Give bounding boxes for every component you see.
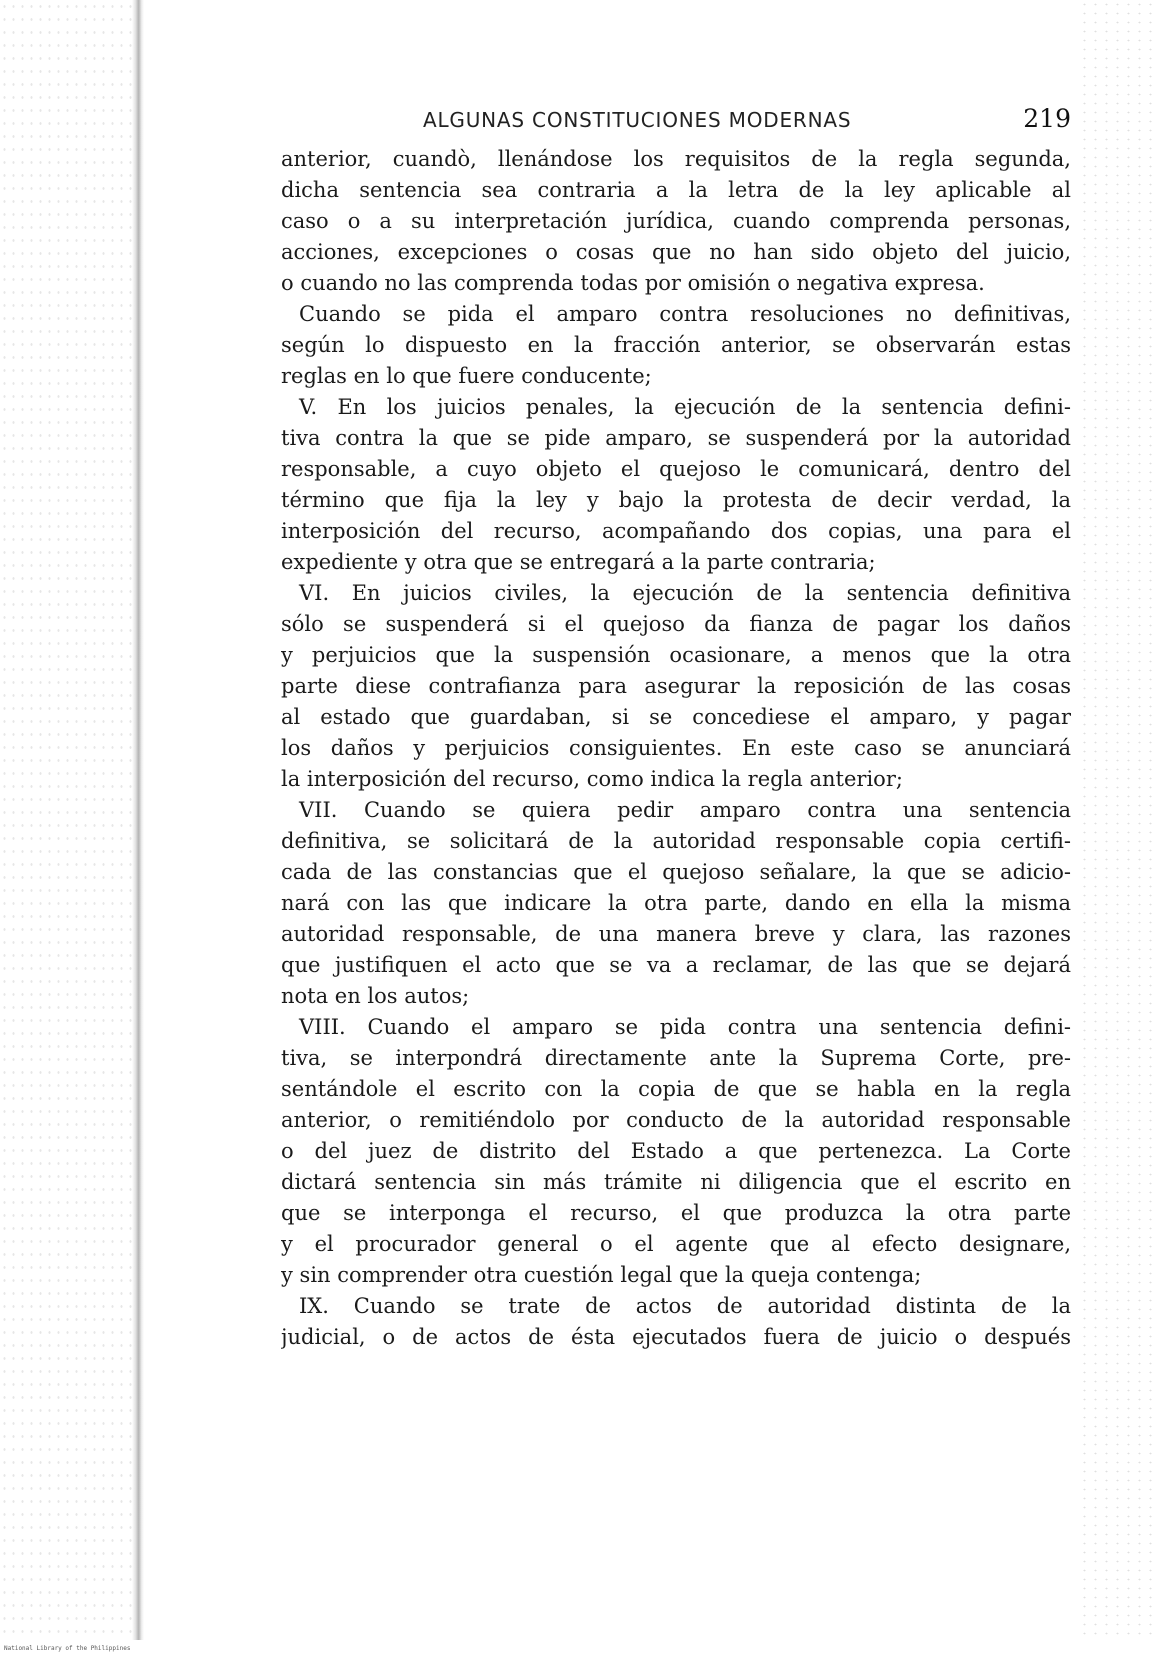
text-line: interposición del recurso, acompañando dos copias, una para el [281, 519, 1071, 543]
text-line: que se interponga el recurso, el que produzca la otra parte [281, 1201, 1071, 1225]
text-line: sólo se suspenderá si el quejoso da fianza de pagar los daños [281, 612, 1071, 636]
text-line: VIII. Cuando el amparo se pida contra una sentencia defini- [299, 1015, 1071, 1039]
text-line: responsable, a cuyo objeto el quejoso le comunicará, dentro del [281, 457, 1071, 481]
text-line: judicial, o de actos de ésta ejecutados fuera de juicio o después [281, 1325, 1071, 1349]
text-line: dicha sentencia sea contraria a la letra de la ley aplicable al [281, 178, 1071, 202]
text-line: al estado que guardaban, si se concediese el amparo, y pagar [281, 705, 1071, 729]
text-line: y sin comprender otra cuestión legal que la queja contenga; [281, 1263, 922, 1287]
text-line: cada de las constancias que el quejoso señalare, la que se adicio- [281, 860, 1071, 884]
scan-margin-right [1079, 0, 1159, 1640]
text-line: parte diese contrafianza para asegurar la reposición de las cosas [281, 674, 1071, 698]
page-header [281, 100, 1071, 144]
text-line: acciones, excepciones o cosas que no han sido objeto del juicio, [281, 240, 1071, 264]
text-line: anterior, o remitiéndolo por conducto de la autoridad responsable [281, 1108, 1071, 1132]
text-line: VII. Cuando se quiera pedir amparo contra una sentencia [299, 798, 1071, 822]
text-line: nota en los autos; [281, 984, 470, 1008]
page-number: 219 [1023, 104, 1071, 133]
text-line: VI. En juicios civiles, la ejecución de la sentencia definitiva [299, 581, 1071, 605]
text-line: IX. Cuando se trate de actos de autoridad distinta de la [299, 1294, 1071, 1318]
text-line: sentándole el escrito con la copia de que se habla en la regla [281, 1077, 1071, 1101]
text-line: tiva contra la que se pide amparo, se suspenderá por la autoridad [281, 426, 1071, 450]
text-line: V. En los juicios penales, la ejecución de la sentencia defini- [299, 395, 1071, 419]
text-line: caso o a su interpretación jurídica, cuando comprenda personas, [281, 209, 1071, 233]
text-line: reglas en lo que fuere conducente; [281, 364, 652, 388]
text-line: nará con las que indicare la otra parte, dando en ella la misma [281, 891, 1071, 915]
text-line: término que fija la ley y bajo la protesta de decir verdad, la [281, 488, 1071, 512]
text-line: que justifiquen el acto que se va a reclamar, de las que se dejará [281, 953, 1071, 977]
text-line: y perjuicios que la suspensión ocasionare, a menos que la otra [281, 643, 1071, 667]
text-line: anterior, cuandò, llenándose los requisitos de la regla segunda, [281, 147, 1071, 171]
text-line: y el procurador general o el agente que al efecto designare, [281, 1232, 1071, 1256]
text-line: o cuando no las comprenda todas por omisión o negativa expresa. [281, 271, 985, 295]
text-line: tiva, se interpondrá directamente ante la Suprema Corte, pre- [281, 1046, 1071, 1070]
library-stamp: National Library of the Philippines [4, 1645, 131, 1652]
text-line: definitiva, se solicitará de la autoridad responsable copia certifi- [281, 829, 1071, 853]
scan-margin-left [0, 0, 132, 1640]
text-line: la interposición del recurso, como indica la regla anterior; [281, 767, 903, 791]
book-page [281, 100, 1071, 1353]
text-line: expediente y otra que se entregará a la parte contraria; [281, 550, 876, 574]
text-line: según lo dispuesto en la fracción anterior, se observarán estas [281, 333, 1071, 357]
text-line: autoridad responsable, de una manera breve y clara, las razones [281, 922, 1071, 946]
text-line: Cuando se pida el amparo contra resoluciones no definitivas, [299, 302, 1071, 326]
text-line: o del juez de distrito del Estado a que pertenezca. La Corte [281, 1139, 1071, 1163]
text-line: dictará sentencia sin más trámite ni diligencia que el escrito en [281, 1170, 1071, 1194]
binding-shadow [132, 0, 144, 1640]
body-text [281, 144, 1071, 1353]
running-title: ALGUNAS CONSTITUCIONES MODERNAS [423, 108, 852, 132]
text-line: los daños y perjuicios consiguientes. En este caso se anunciará [281, 736, 1071, 760]
